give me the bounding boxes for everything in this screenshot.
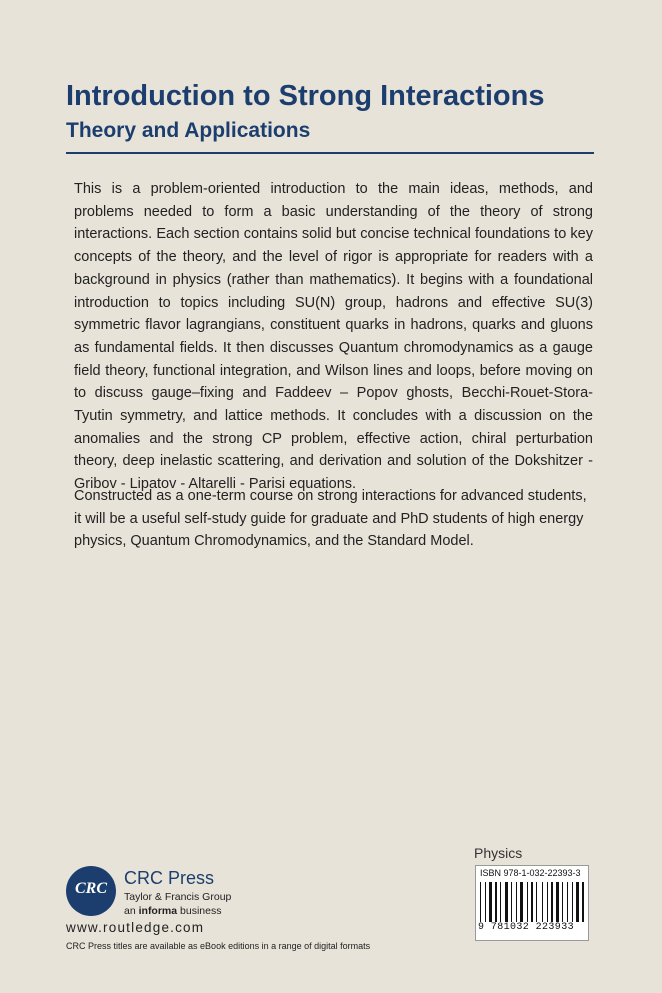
barcode-bar xyxy=(527,882,528,922)
barcode-digits: 9 781032 223933 xyxy=(478,922,575,933)
barcode-bar xyxy=(500,882,501,922)
ebook-note: CRC Press titles are available as eBook editions in a range of digital formats xyxy=(66,941,371,951)
barcode-bars xyxy=(480,882,584,922)
barcode-bar xyxy=(516,882,517,922)
barcode-bar xyxy=(531,882,533,922)
barcode-bar xyxy=(551,882,553,922)
subject-category: Physics xyxy=(474,845,523,861)
description-paragraph-1: This is a problem-oriented introduction to the main ideas, methods, and problems needed to form a basic understanding of the theory of strong interactions. Each section contains solid but concise technical foundations to key concepts of the theory, and the level of rigor is appropriate for readers with a background in physics (rather than mathematics). It begins with a foundational introduction to topics including SU(N) group, hadrons and effective SU(3) symmetric flavor lagrangians, constituent quarks in hadrons, quarks and gluons as fundamental fields. It then discusses Quantum chromodynamics as a gauge field theory, functional integration, and Wilson lines and loops, before moving on to discuss gauge–fixing and Faddeev – Popov ghosts, Becchi-Rouet-Stora-Tyutin symmetry, and lattice methods. It concludes with a discussion on the anomalies and the strong CP problem, effective action, chiral perturbation theory, deep inelastic scattering, and derivation and solution of the Dokshitzer - Gribov - Lipatov - Altarelli - Parisi equations. xyxy=(74,181,593,493)
barcode-bar xyxy=(480,882,481,922)
barcode-bar xyxy=(567,882,568,922)
publisher-website[interactable]: www.routledge.com xyxy=(66,920,205,935)
barcode-bar xyxy=(511,882,512,922)
barcode-bar xyxy=(505,882,508,922)
barcode-bar xyxy=(556,882,559,922)
publisher-name: CRC Press xyxy=(124,868,215,888)
description-paragraph-2: Constructed as a one-term course on strong interactions for advanced students, it will be a useful self-study guide for graduate and PhD students of high energy physics, Quantum Chromodynamics, and the Standard Model. xyxy=(74,488,587,550)
barcode-bar xyxy=(547,882,548,922)
crc-logo xyxy=(66,866,116,916)
barcode-bar xyxy=(572,882,573,922)
barcode-bar xyxy=(576,882,579,922)
crc-logo-text: CRC xyxy=(74,880,107,897)
barcode-bar xyxy=(489,882,492,922)
publisher-group: Taylor & Francis Group xyxy=(124,891,232,903)
barcode-bar xyxy=(536,882,537,922)
title-divider xyxy=(66,152,594,154)
barcode-bar xyxy=(485,882,486,922)
book-title: Introduction to Strong Interactions xyxy=(66,80,545,112)
barcode-bar xyxy=(520,882,523,922)
isbn-barcode xyxy=(475,865,589,941)
informa-prefix: an xyxy=(124,905,139,917)
book-subtitle: Theory and Applications xyxy=(66,119,311,142)
informa-word: informa xyxy=(138,905,178,917)
barcode-bar xyxy=(562,882,563,922)
publisher-informa-line xyxy=(124,905,221,917)
informa-suffix: business xyxy=(177,905,222,917)
barcode-bar xyxy=(542,882,543,922)
barcode-bar xyxy=(495,882,497,922)
isbn-label: ISBN 978-1-032-22393-3 xyxy=(480,868,581,878)
barcode-bar xyxy=(582,882,584,922)
